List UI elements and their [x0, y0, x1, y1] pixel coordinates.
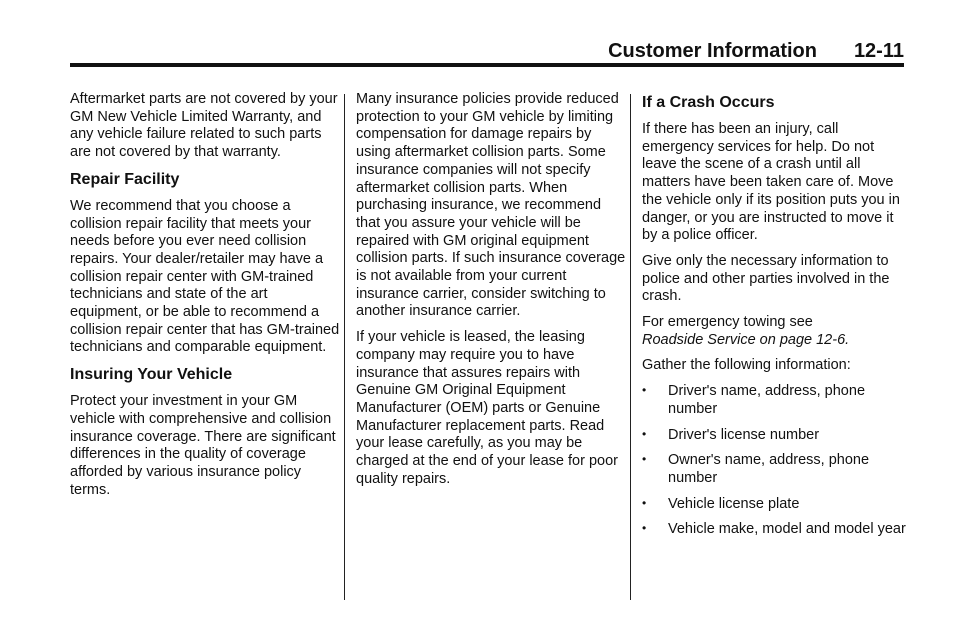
list-item-text: Owner's name, address, phone number — [668, 452, 870, 486]
insuring-vehicle-paragraph: Protect your investment in your GM vehicle with comprehensive and collision insurance coverage. There are significant differences in the quality of coverage afforded by various insurance policy terms. — [70, 393, 336, 498]
towing-paragraph — [642, 314, 910, 349]
list-item-text: Vehicle license plate — [668, 495, 800, 512]
aftermarket-paragraph: Aftermarket parts are not covered by your GM New Vehicle Limited Warranty, and any vehicle failure related to such parts are not covered by that warranty. — [70, 91, 338, 161]
header-rule — [70, 63, 904, 67]
bullet-icon: • — [642, 495, 647, 510]
page-number: 12-11 — [853, 40, 904, 62]
towing-text: For emergency towing see — [642, 314, 813, 331]
repair-facility-paragraph: We recommend that you choose a collision repair facility that meets your needs before you ever need collision repairs. Your dealer/retailer may have a collision repair center with GM-trained technicians and state of the art equipment, or be able to recommend a collision repair center that has GM-trained technicians and comparable equipment. — [70, 197, 340, 356]
roadside-service-reference: Roadside Service on page 12-6. — [642, 331, 850, 348]
list-item-text: Vehicle make, model and model year — [668, 521, 906, 538]
insurance-policies-paragraph: Many insurance policies provide reduced protection to your GM vehicle by limiting compensation for damage repairs by using aftermarket collision parts. Some insurance companies will not specify aftermarket collision parts. When purchasing insurance, we recommend that you assure your vehicle will be repaired with GM original equipment collision parts. If such insurance coverage is not available from your current insurance carrier, consider switching to another insurance carrier. — [356, 91, 626, 320]
bullet-icon: • — [642, 521, 647, 536]
insuring-vehicle-heading: Insuring Your Vehicle — [70, 366, 233, 384]
column-divider-1 — [344, 94, 345, 600]
bullet-icon: • — [642, 426, 647, 441]
column-2 — [356, 91, 626, 496]
page-header — [70, 38, 904, 64]
list-item — [642, 496, 910, 514]
crash-paragraph: If there has been an injury, call emergency services for help. Do not leave the scene of a crash until all matters have been taken care of. Move the vehicle only if its position puts you in danger, or you are instructed to move it by a police officer. — [642, 121, 900, 244]
info-bullet-list — [642, 383, 910, 539]
list-item — [642, 452, 910, 487]
gather-info-paragraph: Gather the following information: — [642, 357, 851, 374]
crash-heading: If a Crash Occurs — [642, 94, 775, 111]
list-item-text: Driver's name, address, phone number — [668, 383, 866, 417]
column-3 — [642, 91, 910, 547]
bullet-icon: • — [642, 452, 647, 467]
leased-vehicle-paragraph: If your vehicle is leased, the leasing company may require you to have insurance that assures repairs with Genuine GM Original Equipment Manufacturer (OEM) parts or Genuine Manufacturer replacement parts. Read your lease carefully, as you may be charged at the end of your lease for poor quality repairs. — [356, 329, 618, 487]
list-item — [642, 383, 910, 418]
column-1 — [70, 91, 340, 507]
necessary-info-paragraph: Give only the necessary information to police and other parties involved in the crash. — [642, 252, 890, 305]
bullet-icon: • — [642, 383, 647, 398]
list-item-text: Driver's license number — [668, 426, 820, 443]
list-item — [642, 427, 910, 445]
column-divider-2 — [630, 94, 631, 600]
list-item — [642, 521, 910, 539]
section-title: Customer Information — [608, 40, 817, 62]
repair-facility-heading: Repair Facility — [70, 170, 180, 188]
